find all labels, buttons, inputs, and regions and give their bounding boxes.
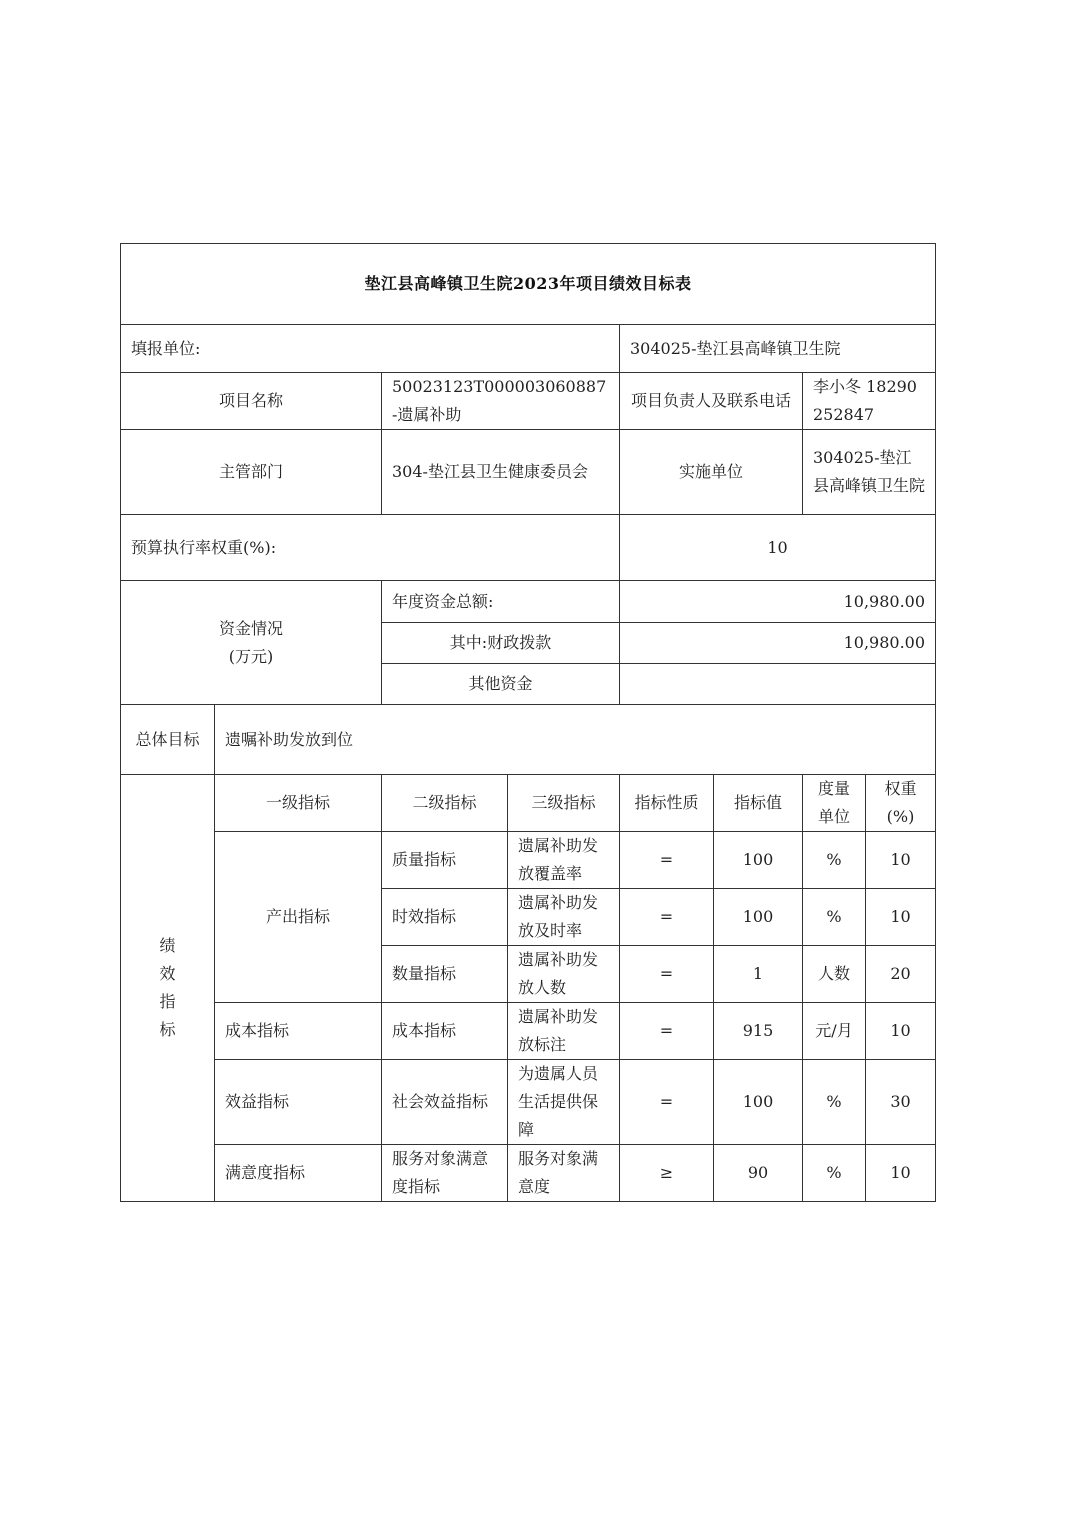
row-weight: 30 xyxy=(866,1060,936,1145)
row-level3: 遗属补助发放覆盖率 xyxy=(508,832,620,889)
department-value: 304-垫江县卫生健康委员会 xyxy=(382,430,620,515)
table-row xyxy=(121,1145,936,1202)
funds-fiscal-value: 10,980.00 xyxy=(620,623,936,664)
row-value: 1 xyxy=(714,946,803,1003)
row-weight: 10 xyxy=(866,1003,936,1060)
row-level2: 数量指标 xyxy=(382,946,508,1003)
department-label: 主管部门 xyxy=(121,430,382,515)
row-level2: 时效指标 xyxy=(382,889,508,946)
perf-side-char: 绩 xyxy=(159,936,176,955)
project-name-label: 项目名称 xyxy=(121,373,382,430)
row-level2: 服务对象满意度指标 xyxy=(382,1145,508,1202)
header-level1: 一级指标 xyxy=(215,775,382,832)
fill-unit-value: 304025-垫江县高峰镇卫生院 xyxy=(620,325,936,373)
perf-side-label xyxy=(121,775,215,1202)
row-level3: 服务对象满意度 xyxy=(508,1145,620,1202)
row-level2: 质量指标 xyxy=(382,832,508,889)
row-level1: 成本指标 xyxy=(215,1003,382,1060)
row-unit: % xyxy=(803,832,866,889)
overall-goal-label: 总体目标 xyxy=(121,705,215,775)
table-row xyxy=(121,1003,936,1060)
row-level3: 为遗属人员生活提供保障 xyxy=(508,1060,620,1145)
funds-label xyxy=(121,581,382,705)
funds-total-label: 年度资金总额: xyxy=(382,581,620,623)
header-value: 指标值 xyxy=(714,775,803,832)
performance-target-table xyxy=(120,243,936,1202)
row-unit: 人数 xyxy=(803,946,866,1003)
row-nature: = xyxy=(620,832,714,889)
row-level1: 满意度指标 xyxy=(215,1145,382,1202)
row-level1: 效益指标 xyxy=(215,1060,382,1145)
project-leader-value: 李小冬 18290252847 xyxy=(803,373,936,430)
funds-other-label: 其他资金 xyxy=(382,664,620,705)
project-name-value: 50023123T000003060887-遗属补助 xyxy=(382,373,620,430)
perf-side-char: 指 xyxy=(159,992,176,1011)
row-level3: 遗属补助发放人数 xyxy=(508,946,620,1003)
funds-fiscal-label: 其中:财政拨款 xyxy=(382,623,620,664)
funds-total-value: 10,980.00 xyxy=(620,581,936,623)
table-row xyxy=(121,832,936,889)
funds-unit-text: (万元) xyxy=(228,646,274,666)
header-level2: 二级指标 xyxy=(382,775,508,832)
perf-side-char: 标 xyxy=(159,1020,176,1039)
budget-rate-label: 预算执行率权重(%): xyxy=(121,515,620,581)
row-value: 100 xyxy=(714,1060,803,1145)
row-level3: 遗属补助发放标注 xyxy=(508,1003,620,1060)
budget-rate-value: 10 xyxy=(620,515,936,581)
header-level3: 三级指标 xyxy=(508,775,620,832)
row-nature: ≥ xyxy=(620,1145,714,1202)
perf-side-char: 效 xyxy=(159,964,176,983)
row-level1: 产出指标 xyxy=(215,832,382,1003)
row-value: 915 xyxy=(714,1003,803,1060)
impl-unit-value: 304025-垫江县高峰镇卫生院 xyxy=(803,430,936,515)
row-weight: 10 xyxy=(866,1145,936,1202)
row-nature: = xyxy=(620,1003,714,1060)
header-weight: 权重(%) xyxy=(866,775,936,832)
header-unit: 度量单位 xyxy=(803,775,866,832)
row-unit: % xyxy=(803,1060,866,1145)
row-weight: 10 xyxy=(866,832,936,889)
row-weight: 10 xyxy=(866,889,936,946)
header-nature: 指标性质 xyxy=(620,775,714,832)
row-level2: 社会效益指标 xyxy=(382,1060,508,1145)
table-row xyxy=(121,1060,936,1145)
row-nature: = xyxy=(620,889,714,946)
fill-unit-label: 填报单位: xyxy=(121,325,620,373)
row-value: 100 xyxy=(714,832,803,889)
row-unit: 元/月 xyxy=(803,1003,866,1060)
row-value: 90 xyxy=(714,1145,803,1202)
row-unit: % xyxy=(803,1145,866,1202)
project-leader-label: 项目负责人及联系电话 xyxy=(620,373,803,430)
impl-unit-label: 实施单位 xyxy=(620,430,803,515)
funds-label-text: 资金情况 xyxy=(218,618,283,638)
row-unit: % xyxy=(803,889,866,946)
row-nature: = xyxy=(620,1060,714,1145)
row-nature: = xyxy=(620,946,714,1003)
page-title: 垫江县高峰镇卫生院2023年项目绩效目标表 xyxy=(121,244,936,325)
row-weight: 20 xyxy=(866,946,936,1003)
overall-goal-value: 遗嘱补助发放到位 xyxy=(215,705,936,775)
funds-other-value xyxy=(620,664,936,705)
row-level3: 遗属补助发放及时率 xyxy=(508,889,620,946)
row-value: 100 xyxy=(714,889,803,946)
row-level2: 成本指标 xyxy=(382,1003,508,1060)
